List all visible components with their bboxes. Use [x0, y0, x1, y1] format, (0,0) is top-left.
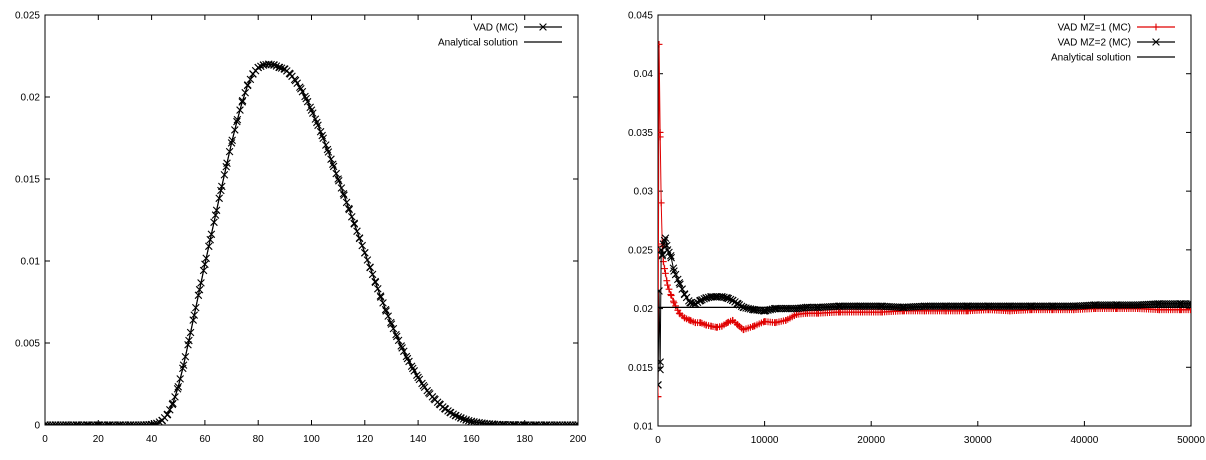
- data-point-marker: [663, 277, 670, 284]
- plot-area: [655, 41, 1195, 400]
- x-tick-label: 50000: [1177, 435, 1205, 446]
- plot-frame: [45, 15, 578, 425]
- legend-label: Analytical solution: [1050, 52, 1131, 64]
- data-point-marker: [661, 265, 668, 272]
- series-analytical-line: [45, 64, 578, 425]
- data-point: [656, 41, 663, 48]
- y-tick-label: 0.005: [14, 338, 40, 350]
- plot-area: [42, 61, 582, 429]
- x-tick-label: 0: [655, 435, 661, 446]
- y-tick-label: 0.035: [627, 127, 653, 139]
- y-tick-label: 0.015: [627, 362, 653, 374]
- legend-label: VAD MZ=1 (MC): [1057, 22, 1131, 34]
- y-tick-label: 0.01: [20, 256, 40, 268]
- x-tick-label: 10000: [750, 435, 779, 446]
- legend-label: VAD MZ=2 (MC): [1057, 37, 1131, 49]
- legend-label: Analytical solution: [437, 37, 518, 49]
- y-tick-label: 0.04: [633, 69, 653, 81]
- data-point: [671, 299, 678, 306]
- y-tick-label: 0.025: [14, 10, 40, 22]
- data-point-marker: [666, 286, 673, 293]
- x-tick-label: 0: [42, 434, 48, 445]
- x-tick-label: 100: [303, 434, 320, 445]
- data-point: [667, 291, 674, 298]
- x-tick-label: 20000: [857, 435, 886, 446]
- y-tick-label: 0.02: [633, 304, 653, 316]
- y-tick-label: 0.045: [627, 10, 653, 22]
- x-tick-label: 80: [252, 434, 264, 445]
- legend-marker-sample: [1153, 24, 1160, 31]
- data-point: [713, 324, 720, 331]
- x-tick-label: 40000: [1070, 435, 1099, 446]
- y-tick-label: 0.02: [20, 92, 40, 104]
- series-mc-line: [658, 44, 1191, 396]
- plot-frame: [658, 15, 1191, 426]
- x-tick-label: 160: [463, 434, 480, 445]
- x-tick-label: 40: [146, 434, 158, 445]
- x-tick-label: 180: [516, 434, 534, 445]
- data-point: [664, 282, 671, 289]
- y-tick-label: 0.025: [627, 245, 653, 257]
- data-point: [662, 270, 669, 277]
- y-tick-label: 0.03: [633, 186, 653, 198]
- x-tick-label: 60: [199, 434, 211, 445]
- y-tick-label: 0.01: [633, 421, 653, 433]
- x-tick-label: 120: [356, 434, 374, 445]
- data-point: [655, 393, 662, 400]
- series-mc-line: [45, 64, 578, 425]
- legend-label: VAD (MC): [473, 22, 518, 34]
- chart-left-bell-curve: [15, 11, 587, 446]
- chart-right-convergence: [628, 11, 1205, 447]
- x-tick-label: 20: [92, 434, 104, 445]
- y-tick-label: 0.015: [14, 174, 40, 186]
- x-tick-label: 30000: [963, 435, 992, 446]
- y-tick-label: 0: [34, 420, 40, 432]
- x-tick-label: 200: [569, 434, 587, 445]
- x-tick-label: 140: [409, 434, 427, 445]
